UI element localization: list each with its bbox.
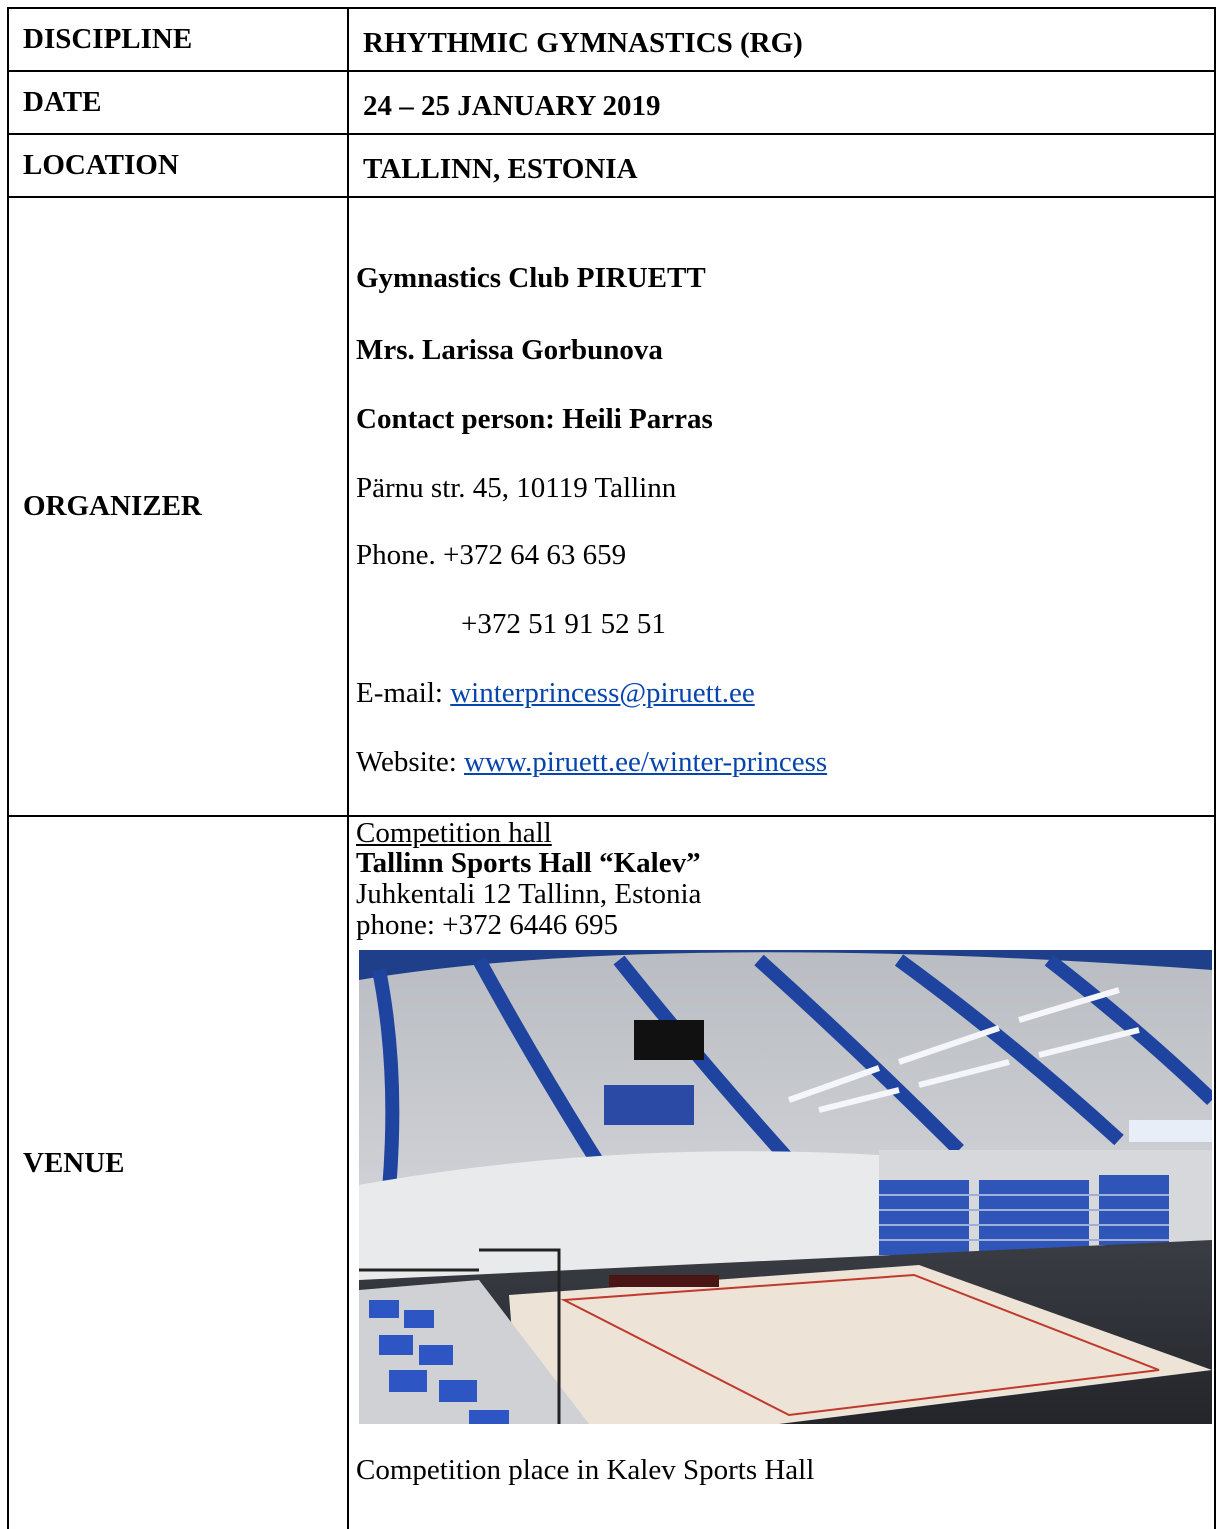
- venue-caption: Competition place in Kalev Sports Hall: [356, 1454, 815, 1486]
- organizer-phone1: +372 64 63 659: [443, 539, 627, 571]
- discipline-value: RHYTHMIC GYMNASTICS (RG): [349, 9, 1216, 70]
- row-discipline: [7, 7, 1216, 72]
- date-label: DATE: [7, 72, 349, 133]
- organizer-label: ORGANIZER: [7, 198, 349, 815]
- location-value: TALLINN, ESTONIA: [349, 135, 1216, 196]
- date-value: 24 – 25 JANUARY 2019: [349, 72, 1216, 133]
- discipline-label: DISCIPLINE: [7, 9, 349, 70]
- organizer-email-line: E-mail: winterprincess@piruett.ee: [356, 677, 755, 709]
- row-location: [7, 135, 1216, 198]
- email-link[interactable]: winterprincess@piruett.ee: [450, 677, 755, 709]
- sports-hall-photo: [359, 950, 1212, 1424]
- organizer-website-line: Website: www.piruett.ee/winter-princess: [356, 746, 828, 778]
- organizer-contact: Contact person: Heili Parras: [356, 403, 713, 435]
- venue-heading: Competition hall: [356, 817, 552, 849]
- organizer-club: Gymnastics Club PIRUETT: [356, 262, 706, 294]
- organizer-phone-line: Phone. +372 64 63 659: [356, 539, 627, 571]
- row-date: [7, 72, 1216, 135]
- organizer-address: Pärnu str. 45, 10119 Tallinn: [356, 472, 677, 504]
- website-link[interactable]: www.piruett.ee/winter-princess: [464, 746, 828, 778]
- venue-address: Juhkentali 12 Tallinn, Estonia: [356, 878, 702, 910]
- location-label: LOCATION: [7, 135, 349, 196]
- venue-phone: phone: +372 6446 695: [356, 909, 619, 941]
- organizer-phone2: +372 51 91 52 51: [461, 608, 666, 640]
- venue-label: VENUE: [7, 817, 349, 1529]
- organizer-head: Mrs. Larissa Gorbunova: [356, 334, 663, 366]
- venue-name: Tallinn Sports Hall “Kalev”: [356, 847, 701, 879]
